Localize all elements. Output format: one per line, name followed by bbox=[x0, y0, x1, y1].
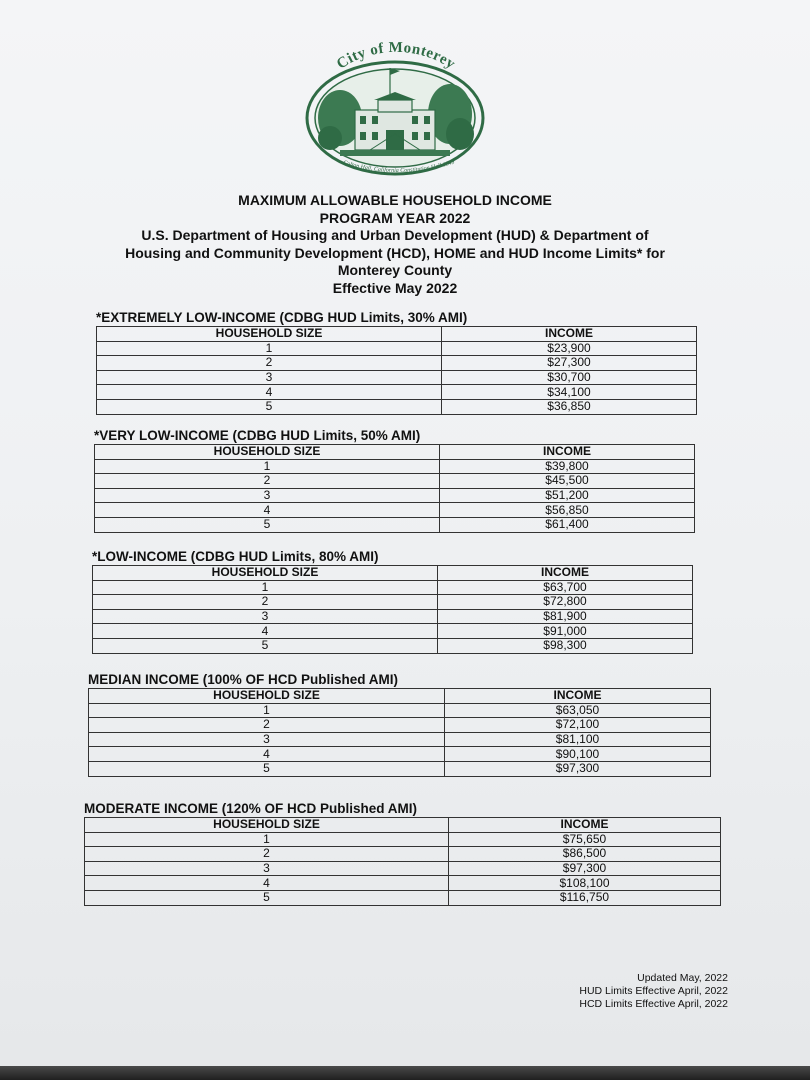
income-cell: $39,800 bbox=[440, 459, 695, 474]
household-size-cell: 1 bbox=[89, 703, 445, 718]
income-table bbox=[84, 817, 721, 906]
footer-hcd-effective: HCD Limits Effective April, 2022 bbox=[579, 998, 728, 1010]
table-row bbox=[97, 356, 697, 371]
heading-line-2: PROGRAM YEAR 2022 bbox=[319, 209, 471, 226]
table-row bbox=[95, 488, 695, 503]
household-size-cell: 5 bbox=[89, 761, 445, 776]
table-row bbox=[97, 399, 697, 414]
household-size-cell: 1 bbox=[85, 832, 449, 847]
section-very-low-income bbox=[94, 428, 694, 533]
heading-line-3: U.S. Department of Housing and Urban Development (HUD) & Department of bbox=[141, 227, 649, 243]
table-header-row bbox=[85, 818, 721, 833]
column-header-income: INCOME bbox=[440, 445, 695, 460]
household-size-cell: 4 bbox=[93, 624, 438, 639]
section-title: *VERY LOW-INCOME (CDBG HUD Limits, 50% AMI) bbox=[94, 428, 421, 443]
footer-hud-effective: HUD Limits Effective April, 2022 bbox=[579, 985, 728, 997]
income-cell: $86,500 bbox=[449, 847, 721, 862]
income-cell: $108,100 bbox=[449, 876, 721, 891]
income-cell: $61,400 bbox=[440, 517, 695, 532]
section-extremely-low-income bbox=[96, 310, 696, 415]
income-cell: $51,200 bbox=[440, 488, 695, 503]
household-size-cell: 2 bbox=[95, 474, 440, 489]
income-cell: $63,050 bbox=[445, 703, 711, 718]
table-row bbox=[85, 847, 721, 862]
income-cell: $116,750 bbox=[449, 890, 721, 905]
income-cell: $30,700 bbox=[442, 370, 697, 385]
section-title: *LOW-INCOME (CDBG HUD Limits, 80% AMI) bbox=[92, 549, 379, 564]
table-header-row bbox=[95, 445, 695, 460]
section-median-income bbox=[88, 672, 710, 777]
table-row bbox=[95, 503, 695, 518]
table-header-row bbox=[97, 327, 697, 342]
table-row bbox=[85, 890, 721, 905]
table-row bbox=[89, 747, 711, 762]
household-size-cell: 4 bbox=[97, 385, 442, 400]
household-size-cell: 5 bbox=[85, 890, 449, 905]
table-row bbox=[95, 517, 695, 532]
table-row bbox=[89, 761, 711, 776]
table-row bbox=[85, 861, 721, 876]
table-header-row bbox=[89, 689, 711, 704]
column-header-household-size: HOUSEHOLD SIZE bbox=[85, 818, 449, 833]
household-size-cell: 1 bbox=[93, 580, 438, 595]
household-size-cell: 5 bbox=[95, 517, 440, 532]
household-size-cell: 5 bbox=[93, 638, 438, 653]
income-cell: $91,000 bbox=[438, 624, 693, 639]
income-cell: $97,300 bbox=[449, 861, 721, 876]
section-title: *EXTREMELY LOW-INCOME (CDBG HUD Limits, 30% AMI) bbox=[96, 310, 468, 325]
table-row bbox=[89, 703, 711, 718]
income-table bbox=[88, 688, 711, 777]
document-footer bbox=[540, 972, 728, 1011]
household-size-cell: 4 bbox=[95, 503, 440, 518]
household-size-cell: 3 bbox=[93, 609, 438, 624]
income-cell: $97,300 bbox=[445, 761, 711, 776]
column-header-income: INCOME bbox=[442, 327, 697, 342]
section-title: MODERATE INCOME (120% OF HCD Published AMI) bbox=[84, 801, 418, 816]
desk-surface bbox=[0, 1066, 810, 1080]
heading-line-4: Housing and Community Development (HCD), HOME and HUD Income Limits* for bbox=[125, 244, 665, 261]
household-size-cell: 2 bbox=[85, 847, 449, 862]
income-table bbox=[96, 326, 697, 415]
table-header-row bbox=[93, 566, 693, 581]
income-cell: $23,900 bbox=[442, 341, 697, 356]
income-cell: $81,900 bbox=[438, 609, 693, 624]
column-header-household-size: HOUSEHOLD SIZE bbox=[97, 327, 442, 342]
table-row bbox=[89, 718, 711, 733]
income-cell: $45,500 bbox=[440, 474, 695, 489]
income-cell: $81,100 bbox=[445, 732, 711, 747]
income-cell: $56,850 bbox=[440, 503, 695, 518]
table-row bbox=[93, 609, 693, 624]
household-size-cell: 4 bbox=[89, 747, 445, 762]
table-row bbox=[97, 370, 697, 385]
column-header-income: INCOME bbox=[445, 689, 711, 704]
section-title: MEDIAN INCOME (100% OF HCD Published AMI) bbox=[88, 672, 399, 687]
household-size-cell: 5 bbox=[97, 399, 442, 414]
income-table bbox=[92, 565, 693, 654]
section-low-income bbox=[92, 549, 692, 654]
income-cell: $63,700 bbox=[438, 580, 693, 595]
household-size-cell: 4 bbox=[85, 876, 449, 891]
column-header-income: INCOME bbox=[438, 566, 693, 581]
income-cell: $34,100 bbox=[442, 385, 697, 400]
footer-updated: Updated May, 2022 bbox=[637, 972, 728, 984]
seal-caption: Colton Hall, California Constitution Hall 1849 bbox=[342, 159, 456, 175]
table-row bbox=[95, 474, 695, 489]
column-header-income: INCOME bbox=[449, 818, 721, 833]
document-heading bbox=[80, 192, 710, 297]
column-header-household-size: HOUSEHOLD SIZE bbox=[95, 445, 440, 460]
column-header-household-size: HOUSEHOLD SIZE bbox=[89, 689, 445, 704]
table-row bbox=[85, 832, 721, 847]
household-size-cell: 2 bbox=[93, 595, 438, 610]
table-row bbox=[95, 459, 695, 474]
table-row bbox=[97, 385, 697, 400]
household-size-cell: 1 bbox=[95, 459, 440, 474]
income-cell: $27,300 bbox=[442, 356, 697, 371]
table-row bbox=[93, 580, 693, 595]
seal-arc-text: City of Monterey bbox=[333, 39, 459, 73]
household-size-cell: 3 bbox=[85, 861, 449, 876]
table-row bbox=[93, 638, 693, 653]
household-size-cell: 3 bbox=[97, 370, 442, 385]
income-cell: $98,300 bbox=[438, 638, 693, 653]
heading-line-6: Effective May 2022 bbox=[332, 279, 458, 296]
heading-line-1: MAXIMUM ALLOWABLE HOUSEHOLD INCOME bbox=[238, 192, 552, 208]
household-size-cell: 1 bbox=[97, 341, 442, 356]
income-cell: $90,100 bbox=[445, 747, 711, 762]
column-header-household-size: HOUSEHOLD SIZE bbox=[93, 566, 438, 581]
table-row bbox=[93, 624, 693, 639]
income-cell: $72,800 bbox=[438, 595, 693, 610]
income-cell: $36,850 bbox=[442, 399, 697, 414]
table-row bbox=[85, 876, 721, 891]
income-cell: $75,650 bbox=[449, 832, 721, 847]
household-size-cell: 2 bbox=[97, 356, 442, 371]
table-row bbox=[93, 595, 693, 610]
table-row bbox=[97, 341, 697, 356]
city-seal-logo bbox=[300, 38, 490, 184]
income-table bbox=[94, 444, 695, 533]
household-size-cell: 2 bbox=[89, 718, 445, 733]
section-moderate-income bbox=[84, 801, 720, 906]
heading-line-5: Monterey County bbox=[337, 262, 453, 278]
income-cell: $72,100 bbox=[445, 718, 711, 733]
household-size-cell: 3 bbox=[95, 488, 440, 503]
household-size-cell: 3 bbox=[89, 732, 445, 747]
table-row bbox=[89, 732, 711, 747]
